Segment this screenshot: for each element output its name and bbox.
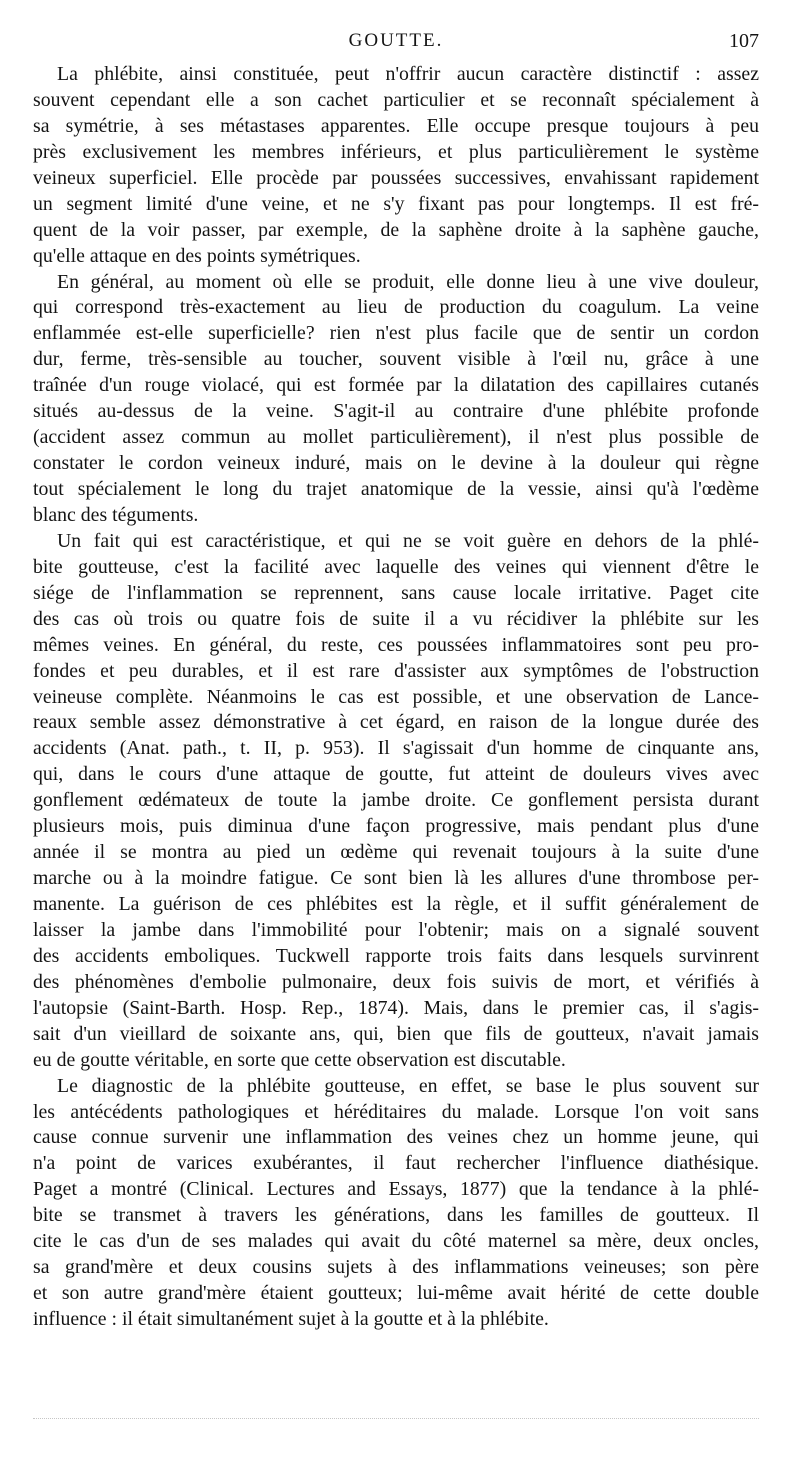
text-line: mêmes veines. En général, du reste, ces poussées inflammatoires sont peu pro- xyxy=(33,633,759,656)
page-header xyxy=(33,30,759,56)
text-line: blanc des téguments. xyxy=(33,503,199,526)
text-line: gonflement œdémateux de toute la jambe droite. Ce gonflement persista durant xyxy=(33,789,759,812)
text-line: situés au-dessus de la veine. S'agit-il au contraire d'une phlébite profonde xyxy=(33,400,759,423)
text-line: des cas où trois ou quatre fois de suite il a vu récidiver la phlébite sur les xyxy=(33,607,759,630)
text-line: (accident assez commun au mollet particulièrement), il n'est plus possible de xyxy=(33,426,759,449)
text-line: constater le cordon veineux induré, mais on le devine à la douleur qui règne xyxy=(33,452,759,475)
text-line: quent de la voir passer, par exemple, de la saphène droite à la saphène gauche, xyxy=(33,218,759,241)
text-line: eu de goutte véritable, en sorte que cette observation est discutable. xyxy=(33,1048,566,1071)
text-line: Paget a montré (Clinical. Lectures and Essays, 1877) que la tendance à la phlé- xyxy=(33,1178,759,1201)
footer-rule xyxy=(33,1418,759,1419)
text-line: veineuse complète. Néanmoins le cas est possible, et une observation de Lance- xyxy=(33,685,759,708)
text-line: accidents (Anat. path., t. II, p. 953). Il s'agissait d'un homme de cinquante ans, xyxy=(33,737,759,760)
text-line: des accidents emboliques. Tuckwell rapporte trois faits dans lesquels survinrent xyxy=(33,944,759,967)
text-line: et son autre grand'mère étaient goutteux; lui-même avait hérité de cette double xyxy=(33,1282,759,1305)
text-line: l'autopsie (Saint-Barth. Hosp. Rep., 1874). Mais, dans le premier cas, il s'agis- xyxy=(33,996,759,1019)
text-line: siége de l'inflammation se reprennent, sans cause locale irritative. Paget cite xyxy=(33,581,759,604)
text-line: veineux superficiel. Elle procède par poussées successives, envahissant rapidement xyxy=(33,166,759,189)
text-line: des phénomènes d'embolie pulmonaire, deux fois suivis de mort, et vérifiés à xyxy=(33,970,759,993)
running-title: GOUTTE. xyxy=(348,30,444,51)
text-line: fondes et peu durables, et il est rare d'assister aux symptômes de l'obstruction xyxy=(33,659,759,682)
text-line: marche ou à la moindre fatigue. Ce sont bien là les allures d'une thrombose per- xyxy=(33,867,759,890)
text-line: reaux semble assez démonstrative à cet égard, en raison de la longue durée des xyxy=(33,711,759,734)
text-line: les antécédents pathologiques et héréditaires du malade. Lorsque l'on voit sans xyxy=(33,1100,759,1123)
text-line: année il se montra au pied un œdème qui revenait toujours à la suite d'une xyxy=(33,841,759,864)
text-line: qu'elle attaque en des points symétriques. xyxy=(33,244,361,267)
text-line: qui correspond très-exactement au lieu de production du coagulum. La veine xyxy=(33,296,759,319)
text-line: La phlébite, ainsi constituée, peut n'offrir aucun caractère distinctif : assez xyxy=(57,63,759,85)
text-line: Le diagnostic de la phlébite goutteuse, en effet, se base le plus souvent sur xyxy=(57,1074,759,1097)
text-line: Un fait qui est caractéristique, et qui ne se voit guère en dehors de la phlé- xyxy=(57,529,759,552)
text-line: bite goutteuse, c'est la facilité avec laquelle des veines qui viennent d'être le xyxy=(33,555,759,578)
text-line: manente. La guérison de ces phlébites est la règle, et il suffit généralement de xyxy=(33,893,759,915)
text-line: n'a point de varices exubérantes, il faut rechercher l'influence diathésique. xyxy=(33,1152,759,1175)
text-line: sait d'un vieillard de soixante ans, qui, bien que fils de goutteux, n'avait jamais xyxy=(33,1022,759,1045)
text-line: souvent cependant elle a son cachet particulier et se reconnaît spécialement à xyxy=(33,88,759,111)
text-line: cause connue survenir une inflammation des veines chez un homme jeune, qui xyxy=(33,1126,759,1149)
text-line: qui, dans le cours d'une attaque de goutte, fut atteint de douleurs vives avec xyxy=(33,763,759,786)
text-line: laisser la jambe dans l'immobilité pour l'obtenir; mais on a signalé souvent xyxy=(33,918,759,941)
body-text xyxy=(33,62,759,1333)
text-line: influence : il était simultanément sujet à la goutte et à la phlébite. xyxy=(33,1308,549,1330)
text-line: sa grand'mère et deux cousins sujets à des inflammations veineuses; son père xyxy=(33,1256,759,1279)
text-line: sa symétrie, à ses métastases apparentes. Elle occupe presque toujours à peu xyxy=(33,114,759,137)
page-number: 107 xyxy=(729,30,759,52)
text-line: plusieurs mois, puis diminua d'une façon progressive, mais pendant plus d'une xyxy=(33,815,759,838)
text-line: dur, ferme, très-sensible au toucher, souvent visible à l'œil nu, grâce à une xyxy=(33,348,759,371)
text-line: un segment limité d'une veine, et ne s'y fixant pas pour longtemps. Il est fré- xyxy=(33,192,759,215)
text-line: tout spécialement le long du trajet anatomique de la vessie, ainsi qu'à l'œdème xyxy=(33,478,759,500)
text-line: bite se transmet à travers les générations, dans les familles de goutteux. Il xyxy=(33,1204,759,1227)
text-line: traînée d'un rouge violacé, qui est formée par la dilatation des capillaires cutanés xyxy=(33,374,759,397)
text-line: près exclusivement les membres inférieurs, et plus particulièrement le système xyxy=(33,140,759,163)
text-line: enflammée est-elle superficielle? rien n'est plus facile que de sentir un cordon xyxy=(33,322,759,345)
text-line: cite le cas d'un de ses malades qui avait du côté maternel sa mère, deux oncles, xyxy=(33,1230,759,1253)
text-line: En général, au moment où elle se produit, elle donne lieu à une vive douleur, xyxy=(57,270,759,293)
